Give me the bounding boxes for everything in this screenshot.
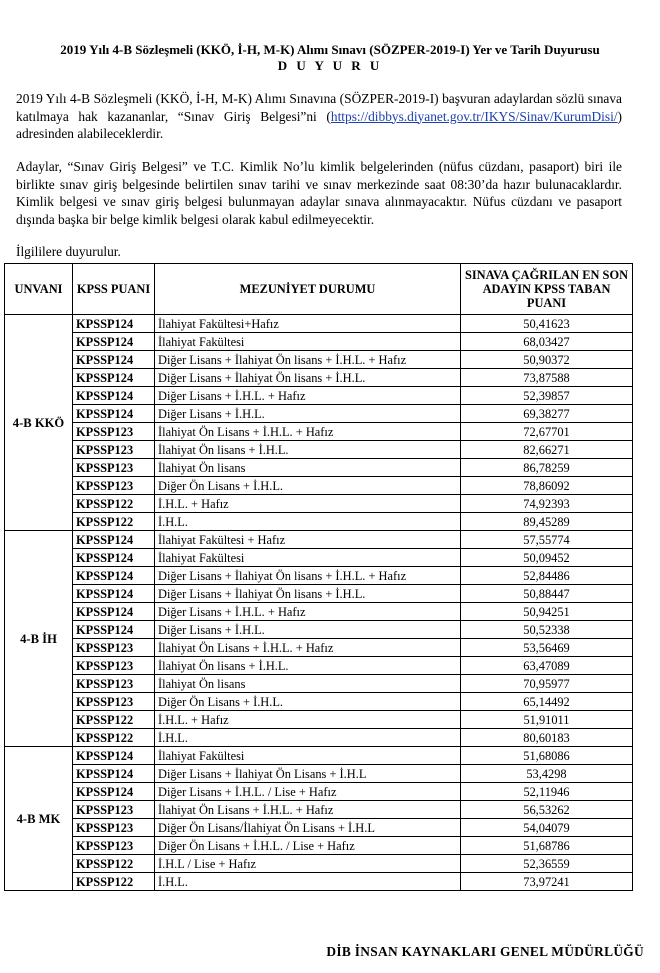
graduation-cell: İlahiyat Ön Lisans + İ.H.L. + Hafız bbox=[155, 639, 461, 657]
graduation-cell: İlahiyat Fakültesi + Hafız bbox=[155, 531, 461, 549]
score-cell: 51,68086 bbox=[461, 747, 633, 765]
graduation-cell: İlahiyat Fakültesi bbox=[155, 747, 461, 765]
paragraph-intro bbox=[16, 90, 622, 143]
kpss-cell: KPSSP123 bbox=[73, 423, 155, 441]
graduation-cell: Diğer Lisans + İ.H.L. + Hafız bbox=[155, 603, 461, 621]
kpss-cell: KPSSP123 bbox=[73, 657, 155, 675]
table-row bbox=[5, 423, 633, 441]
score-cell: 89,45289 bbox=[461, 513, 633, 531]
graduation-cell: İlahiyat Fakültesi bbox=[155, 549, 461, 567]
score-cell: 50,52338 bbox=[461, 621, 633, 639]
score-cell: 69,38277 bbox=[461, 405, 633, 423]
unit-cell: 4-B KKÖ bbox=[5, 315, 73, 531]
score-cell: 51,91011 bbox=[461, 711, 633, 729]
score-cell: 63,47089 bbox=[461, 657, 633, 675]
kpss-cell: KPSSP123 bbox=[73, 639, 155, 657]
unit-cell: 4-B MK bbox=[5, 747, 73, 891]
graduation-cell: İ.H.L / Lise + Hafız bbox=[155, 855, 461, 873]
table-row bbox=[5, 351, 633, 369]
table-row bbox=[5, 495, 633, 513]
header-unvani: UNVANI bbox=[5, 264, 73, 315]
score-cell: 50,09452 bbox=[461, 549, 633, 567]
document-subtitle: D U Y U R U bbox=[277, 58, 383, 73]
kpss-cell: KPSSP122 bbox=[73, 729, 155, 747]
graduation-cell: Diğer Ön Lisans + İ.H.L. bbox=[155, 477, 461, 495]
kpss-cell: KPSSP124 bbox=[73, 405, 155, 423]
score-cell: 50,94251 bbox=[461, 603, 633, 621]
table-row bbox=[5, 765, 633, 783]
graduation-cell: İlahiyat Ön lisans + İ.H.L. bbox=[155, 657, 461, 675]
score-cell: 52,84486 bbox=[461, 567, 633, 585]
kpss-cell: KPSSP124 bbox=[73, 351, 155, 369]
score-cell: 57,55774 bbox=[461, 531, 633, 549]
graduation-cell: Diğer Lisans + İlahiyat Ön Lisans + İ.H.L bbox=[155, 765, 461, 783]
score-cell: 82,66271 bbox=[461, 441, 633, 459]
score-cell: 80,60183 bbox=[461, 729, 633, 747]
score-cell: 52,39857 bbox=[461, 387, 633, 405]
score-cell: 72,67701 bbox=[461, 423, 633, 441]
table-row bbox=[5, 441, 633, 459]
exam-entry-link[interactable]: https://dibbys.diyanet.gov.tr/IKYS/Sinav/KurumDisi/ bbox=[330, 108, 618, 124]
kpss-cell: KPSSP123 bbox=[73, 675, 155, 693]
table-row bbox=[5, 549, 633, 567]
graduation-cell: Diğer Lisans + İlahiyat Ön lisans + İ.H.L. + Hafız bbox=[155, 351, 461, 369]
score-cell: 73,87588 bbox=[461, 369, 633, 387]
table-row bbox=[5, 459, 633, 477]
table-row bbox=[5, 531, 633, 549]
kpss-cell: KPSSP123 bbox=[73, 477, 155, 495]
kpss-cell: KPSSP123 bbox=[73, 801, 155, 819]
intro-text-end: ) adresinden alabileceklerdir. bbox=[16, 108, 622, 141]
score-cell: 68,03427 bbox=[461, 333, 633, 351]
score-table bbox=[4, 263, 633, 891]
score-cell: 51,68786 bbox=[461, 837, 633, 855]
table-row bbox=[5, 621, 633, 639]
score-cell: 78,86092 bbox=[461, 477, 633, 495]
score-cell: 50,41623 bbox=[461, 315, 633, 333]
table-row bbox=[5, 675, 633, 693]
graduation-cell: İ.H.L. + Hafız bbox=[155, 495, 461, 513]
graduation-cell: İ.H.L. + Hafız bbox=[155, 711, 461, 729]
score-cell: 73,97241 bbox=[461, 873, 633, 891]
score-cell: 74,92393 bbox=[461, 495, 633, 513]
table-header-row bbox=[5, 264, 633, 315]
graduation-cell: İlahiyat Ön Lisans + İ.H.L. + Hafız bbox=[155, 801, 461, 819]
graduation-cell: Diğer Lisans + İ.H.L. bbox=[155, 405, 461, 423]
table-row bbox=[5, 837, 633, 855]
unit-cell: 4-B İH bbox=[5, 531, 73, 747]
graduation-cell: Diğer Ön Lisans + İ.H.L. / Lise + Hafız bbox=[155, 837, 461, 855]
kpss-cell: KPSSP124 bbox=[73, 783, 155, 801]
kpss-cell: KPSSP122 bbox=[73, 513, 155, 531]
kpss-cell: KPSSP124 bbox=[73, 531, 155, 549]
table-row bbox=[5, 513, 633, 531]
kpss-cell: KPSSP124 bbox=[73, 603, 155, 621]
graduation-cell: Diğer Lisans + İlahiyat Ön lisans + İ.H.L. bbox=[155, 585, 461, 603]
graduation-cell: İlahiyat Ön Lisans + İ.H.L. + Hafız bbox=[155, 423, 461, 441]
table-row bbox=[5, 315, 633, 333]
kpss-cell: KPSSP123 bbox=[73, 837, 155, 855]
score-cell: 86,78259 bbox=[461, 459, 633, 477]
kpss-cell: KPSSP124 bbox=[73, 315, 155, 333]
table-row bbox=[5, 657, 633, 675]
table-row bbox=[5, 783, 633, 801]
graduation-cell: İlahiyat Ön lisans + İ.H.L. bbox=[155, 441, 461, 459]
score-cell: 50,88447 bbox=[461, 585, 633, 603]
header-kpss-puani: KPSS PUANI bbox=[73, 264, 155, 315]
table-row bbox=[5, 711, 633, 729]
score-cell: 70,95977 bbox=[461, 675, 633, 693]
header-mezuniyet: MEZUNİYET DURUMU bbox=[155, 264, 461, 315]
table-row bbox=[5, 387, 633, 405]
table-row bbox=[5, 639, 633, 657]
graduation-cell: İlahiyat Fakültesi+Hafız bbox=[155, 315, 461, 333]
kpss-cell: KPSSP124 bbox=[73, 621, 155, 639]
table-row bbox=[5, 855, 633, 873]
table-row bbox=[5, 585, 633, 603]
kpss-cell: KPSSP124 bbox=[73, 549, 155, 567]
table-row bbox=[5, 819, 633, 837]
score-cell: 52,11946 bbox=[461, 783, 633, 801]
graduation-cell: İlahiyat Ön lisans bbox=[155, 459, 461, 477]
graduation-cell: İlahiyat Ön lisans bbox=[155, 675, 461, 693]
kpss-cell: KPSSP122 bbox=[73, 711, 155, 729]
graduation-cell: Diğer Lisans + İ.H.L. bbox=[155, 621, 461, 639]
kpss-cell: KPSSP124 bbox=[73, 585, 155, 603]
score-cell: 54,04079 bbox=[461, 819, 633, 837]
kpss-cell: KPSSP122 bbox=[73, 495, 155, 513]
kpss-cell: KPSSP124 bbox=[73, 333, 155, 351]
table-row bbox=[5, 603, 633, 621]
table-row bbox=[5, 729, 633, 747]
table-row bbox=[5, 369, 633, 387]
signature: DİB İNSAN KAYNAKLARI GENEL MÜDÜRLÜĞÜ bbox=[326, 944, 644, 959]
kpss-cell: KPSSP124 bbox=[73, 387, 155, 405]
table-row bbox=[5, 693, 633, 711]
score-cell: 52,36559 bbox=[461, 855, 633, 873]
table-row bbox=[5, 747, 633, 765]
kpss-cell: KPSSP124 bbox=[73, 765, 155, 783]
table-row bbox=[5, 405, 633, 423]
intro-text-start: 2019 Yılı 4-B Sözleşmeli (KKÖ, İ-H, M-K) Alımı Sınavına (SÖZPER-2019-I) başvuran adaylardan sözlü sınava katılmaya hak kazananlar, “Sınav Giriş Belgesi”ni ( bbox=[16, 91, 622, 124]
table-row bbox=[5, 333, 633, 351]
graduation-cell: İ.H.L. bbox=[155, 729, 461, 747]
graduation-cell: İ.H.L. bbox=[155, 873, 461, 891]
kpss-cell: KPSSP123 bbox=[73, 459, 155, 477]
graduation-cell: Diğer Lisans + İlahiyat Ön lisans + İ.H.L. bbox=[155, 369, 461, 387]
table-row bbox=[5, 477, 633, 495]
paragraph-closing: İlgililere duyurulur. bbox=[16, 244, 121, 259]
kpss-cell: KPSSP124 bbox=[73, 369, 155, 387]
graduation-cell: Diğer Ön Lisans + İ.H.L. bbox=[155, 693, 461, 711]
graduation-cell: İ.H.L. bbox=[155, 513, 461, 531]
table-row bbox=[5, 801, 633, 819]
table-row bbox=[5, 567, 633, 585]
score-cell: 53,56469 bbox=[461, 639, 633, 657]
score-cell: 65,14492 bbox=[461, 693, 633, 711]
paragraph-instructions: Adaylar, “Sınav Giriş Belgesi” ve T.C. Kimlik No’lu kimlik belgelerinden (nüfus cüzdanı, pasaport) biri ile birlikte sınav giriş belgesinde belirtilen sınav tarihi ve sınav merkezinde saat 08:30’da hazır bulunacaklardır. Kimlik belgesi ve sınav giriş belgesi bulunmayan adaylar sınava alınmayacaktır. Nüfus cüzdanı ve pasaport dışında başka bir belge kimlik belgesi olarak kabul edilmeyecektir. bbox=[16, 159, 622, 227]
graduation-cell: Diğer Lisans + İlahiyat Ön lisans + İ.H.L. + Hafız bbox=[155, 567, 461, 585]
kpss-cell: KPSSP124 bbox=[73, 747, 155, 765]
kpss-cell: KPSSP123 bbox=[73, 693, 155, 711]
score-cell: 53,4298 bbox=[461, 765, 633, 783]
document-title: 2019 Yılı 4-B Sözleşmeli (KKÖ, İ-H, M-K) Alımı Sınavı (SÖZPER-2019-I) Yer ve Tarih Duyurusu bbox=[60, 42, 600, 57]
graduation-cell: Diğer Ön Lisans/İlahiyat Ön Lisans + İ.H.L bbox=[155, 819, 461, 837]
table-body bbox=[5, 315, 633, 891]
kpss-cell: KPSSP123 bbox=[73, 441, 155, 459]
header-taban-puan: SINAVA ÇAĞRILAN EN SON ADAYIN KPSS TABAN PUANI bbox=[461, 264, 633, 315]
kpss-cell: KPSSP124 bbox=[73, 567, 155, 585]
kpss-cell: KPSSP122 bbox=[73, 855, 155, 873]
kpss-cell: KPSSP123 bbox=[73, 819, 155, 837]
score-cell: 50,90372 bbox=[461, 351, 633, 369]
score-cell: 56,53262 bbox=[461, 801, 633, 819]
kpss-cell: KPSSP122 bbox=[73, 873, 155, 891]
graduation-cell: Diğer Lisans + İ.H.L. / Lise + Hafız bbox=[155, 783, 461, 801]
graduation-cell: İlahiyat Fakültesi bbox=[155, 333, 461, 351]
graduation-cell: Diğer Lisans + İ.H.L. + Hafız bbox=[155, 387, 461, 405]
table-row bbox=[5, 873, 633, 891]
